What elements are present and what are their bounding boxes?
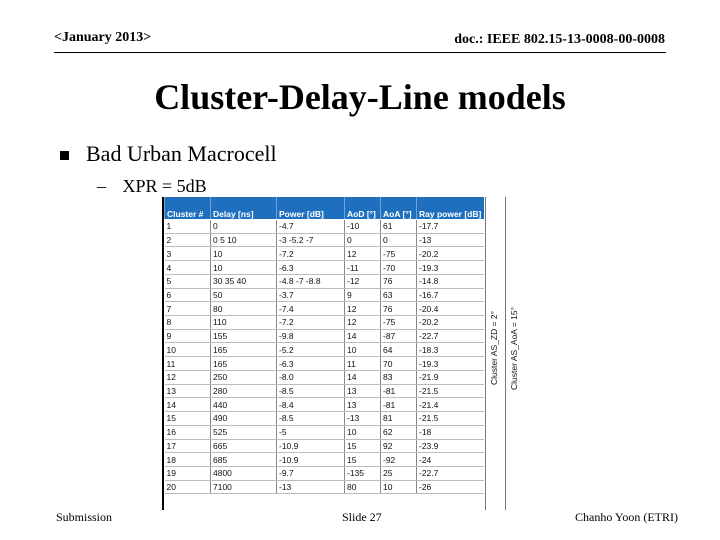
footer-submission: Submission (56, 510, 113, 524)
cell-ray: -18 (417, 425, 484, 439)
cell-aod: 15 (345, 439, 381, 453)
table-row (165, 480, 484, 494)
cell-cluster: 17 (165, 439, 211, 453)
cell-cluster: 16 (165, 425, 211, 439)
cell-aod: 10 (345, 343, 381, 357)
cell-aod: 14 (345, 329, 381, 343)
cell-delay: 165 (211, 343, 277, 357)
cell-cluster: 18 (165, 453, 211, 467)
cell-cluster: 19 (165, 466, 211, 480)
header-aoa: AoA [°] (381, 197, 417, 220)
sub-bullet-dash: – (97, 176, 106, 196)
header-doc-id: doc.: IEEE 802.15-13-0008-00-0008 (454, 32, 665, 47)
header-rule (54, 52, 666, 53)
cell-power: -10.9 (277, 439, 345, 453)
table-header-row (165, 197, 484, 220)
table-row (165, 439, 484, 453)
cell-ray: -17.7 (417, 220, 484, 234)
table-row (165, 288, 484, 302)
cell-power: -9.8 (277, 329, 345, 343)
cell-ray: -20.4 (417, 302, 484, 316)
cell-aod: -13 (345, 412, 381, 426)
cell-aod: -12 (345, 274, 381, 288)
bullet-item (60, 141, 277, 167)
cell-power: -5 (277, 425, 345, 439)
table-row (165, 370, 484, 384)
sub-bullet-text: XPR = 5dB (122, 176, 207, 196)
table-row (165, 233, 484, 247)
table-row (165, 412, 484, 426)
table-row (165, 398, 484, 412)
cell-aoa: 0 (381, 233, 417, 247)
cell-power: -3.7 (277, 288, 345, 302)
cell-power: -6.3 (277, 357, 345, 371)
cell-power: -13 (277, 480, 345, 494)
cell-delay: 440 (211, 398, 277, 412)
table-row (165, 466, 484, 480)
cell-power: -4.8 -7 -8.8 (277, 274, 345, 288)
cell-cluster: 2 (165, 233, 211, 247)
cell-aod: 12 (345, 316, 381, 330)
sub-bullet-item (97, 176, 207, 197)
cell-aod: 13 (345, 398, 381, 412)
cell-delay: 280 (211, 384, 277, 398)
cell-aoa: -75 (381, 316, 417, 330)
footer-author: Chanho Yoon (ETRI) (574, 510, 678, 524)
cell-cluster: 7 (165, 302, 211, 316)
cell-ray: -19.3 (417, 357, 484, 371)
cell-power: -9.7 (277, 466, 345, 480)
cell-cluster: 4 (165, 261, 211, 275)
cell-delay: 80 (211, 302, 277, 316)
cell-aoa: 70 (381, 357, 417, 371)
table-row (165, 384, 484, 398)
cell-aod: -10 (345, 220, 381, 234)
cell-aoa: 76 (381, 302, 417, 316)
cell-cluster: 11 (165, 357, 211, 371)
cdl-table (164, 197, 484, 494)
cell-aod: 14 (345, 370, 381, 384)
cdl-table-figure (162, 197, 524, 510)
cell-aoa: 62 (381, 425, 417, 439)
cell-aoa: -92 (381, 453, 417, 467)
cell-ray: -13 (417, 233, 484, 247)
table-row (165, 261, 484, 275)
cell-power: -4.7 (277, 220, 345, 234)
cell-cluster: 6 (165, 288, 211, 302)
table-row (165, 220, 484, 234)
table-row (165, 274, 484, 288)
cell-aod: -11 (345, 261, 381, 275)
cell-delay: 665 (211, 439, 277, 453)
table-row (165, 247, 484, 261)
cell-power: -3 -5.2 -7 (277, 233, 345, 247)
cell-ray: -21.4 (417, 398, 484, 412)
cell-power: -8.5 (277, 412, 345, 426)
table-row (165, 357, 484, 371)
cell-cluster: 13 (165, 384, 211, 398)
cell-cluster: 14 (165, 398, 211, 412)
cell-aoa: 61 (381, 220, 417, 234)
cell-delay: 685 (211, 453, 277, 467)
cell-cluster: 10 (165, 343, 211, 357)
cell-cluster: 15 (165, 412, 211, 426)
cell-aod: 12 (345, 302, 381, 316)
cell-cluster: 9 (165, 329, 211, 343)
cell-power: -7.2 (277, 247, 345, 261)
cell-power: -8.0 (277, 370, 345, 384)
cell-ray: -19.3 (417, 261, 484, 275)
cell-ray: -22.7 (417, 466, 484, 480)
cell-ray: -23.9 (417, 439, 484, 453)
table-row (165, 343, 484, 357)
cell-aod: 80 (345, 480, 381, 494)
header-date: <January 2013> (54, 30, 152, 45)
slide-title: Cluster-Delay-Line models (154, 77, 566, 117)
cell-aoa: -87 (381, 329, 417, 343)
cell-aod: 11 (345, 357, 381, 371)
cell-delay: 7100 (211, 480, 277, 494)
cell-aod: 10 (345, 425, 381, 439)
cell-delay: 155 (211, 329, 277, 343)
cell-delay: 525 (211, 425, 277, 439)
table-row (165, 302, 484, 316)
header-delay: Delay [ns] (211, 197, 277, 220)
cell-aoa: 63 (381, 288, 417, 302)
cell-power: -5.2 (277, 343, 345, 357)
header-cluster: Cluster # (165, 197, 211, 220)
cell-ray: -20.2 (417, 316, 484, 330)
cell-aod: 9 (345, 288, 381, 302)
cell-delay: 110 (211, 316, 277, 330)
cell-cluster: 20 (165, 480, 211, 494)
cell-delay: 250 (211, 370, 277, 384)
cell-delay: 165 (211, 357, 277, 371)
cell-ray: -21.9 (417, 370, 484, 384)
cell-power: -7.4 (277, 302, 345, 316)
side-label-cluster-asaoa: Cluster AS_AoA = 15° (509, 306, 519, 390)
table-row (165, 453, 484, 467)
bullet-square-icon (60, 151, 69, 160)
cell-delay: 50 (211, 288, 277, 302)
cell-ray: -26 (417, 480, 484, 494)
cell-aoa: -75 (381, 247, 417, 261)
header-power: Power [dB] (277, 197, 345, 220)
bullet-text: Bad Urban Macrocell (86, 141, 277, 166)
side-label-cluster-aszd: Cluster AS_ZD = 2° (489, 310, 499, 385)
cell-aoa: 76 (381, 274, 417, 288)
cell-cluster: 5 (165, 274, 211, 288)
cell-delay: 4800 (211, 466, 277, 480)
cell-delay: 0 (211, 220, 277, 234)
cell-ray: -20.2 (417, 247, 484, 261)
cell-power: -6.3 (277, 261, 345, 275)
cell-power: -8.4 (277, 398, 345, 412)
cell-delay: 0 5 10 (211, 233, 277, 247)
cell-cluster: 1 (165, 220, 211, 234)
cell-ray: -24 (417, 453, 484, 467)
table-row (165, 329, 484, 343)
cell-delay: 30 35 40 (211, 274, 277, 288)
cell-delay: 490 (211, 412, 277, 426)
side-column-divider-2 (505, 197, 506, 510)
cell-aoa: 81 (381, 412, 417, 426)
cell-ray: -16.7 (417, 288, 484, 302)
footer-slide-number: Slide 27 (342, 510, 382, 524)
cell-ray: -22.7 (417, 329, 484, 343)
cell-aod: -135 (345, 466, 381, 480)
cell-aod: 15 (345, 453, 381, 467)
header-ray-power: Ray power [dB] (417, 197, 484, 220)
side-column-divider-1 (485, 197, 486, 510)
cell-aod: 13 (345, 384, 381, 398)
cell-power: -7.2 (277, 316, 345, 330)
cell-aod: 0 (345, 233, 381, 247)
cell-power: -10.9 (277, 453, 345, 467)
cell-cluster: 12 (165, 370, 211, 384)
header-aod: AoD [°] (345, 197, 381, 220)
cell-delay: 10 (211, 247, 277, 261)
cell-aoa: 64 (381, 343, 417, 357)
cell-aoa: 92 (381, 439, 417, 453)
cell-power: -8.5 (277, 384, 345, 398)
cell-aoa: 25 (381, 466, 417, 480)
cell-ray: -21.5 (417, 384, 484, 398)
cell-delay: 10 (211, 261, 277, 275)
cell-cluster: 8 (165, 316, 211, 330)
cell-aoa: 10 (381, 480, 417, 494)
cell-ray: -21.5 (417, 412, 484, 426)
table-row (165, 425, 484, 439)
table-row (165, 316, 484, 330)
cell-aod: 12 (345, 247, 381, 261)
cell-ray: -18.3 (417, 343, 484, 357)
cell-cluster: 3 (165, 247, 211, 261)
cell-aoa: -81 (381, 398, 417, 412)
cell-ray: -14.8 (417, 274, 484, 288)
cell-aoa: -81 (381, 384, 417, 398)
cell-aoa: -70 (381, 261, 417, 275)
cell-aoa: 83 (381, 370, 417, 384)
